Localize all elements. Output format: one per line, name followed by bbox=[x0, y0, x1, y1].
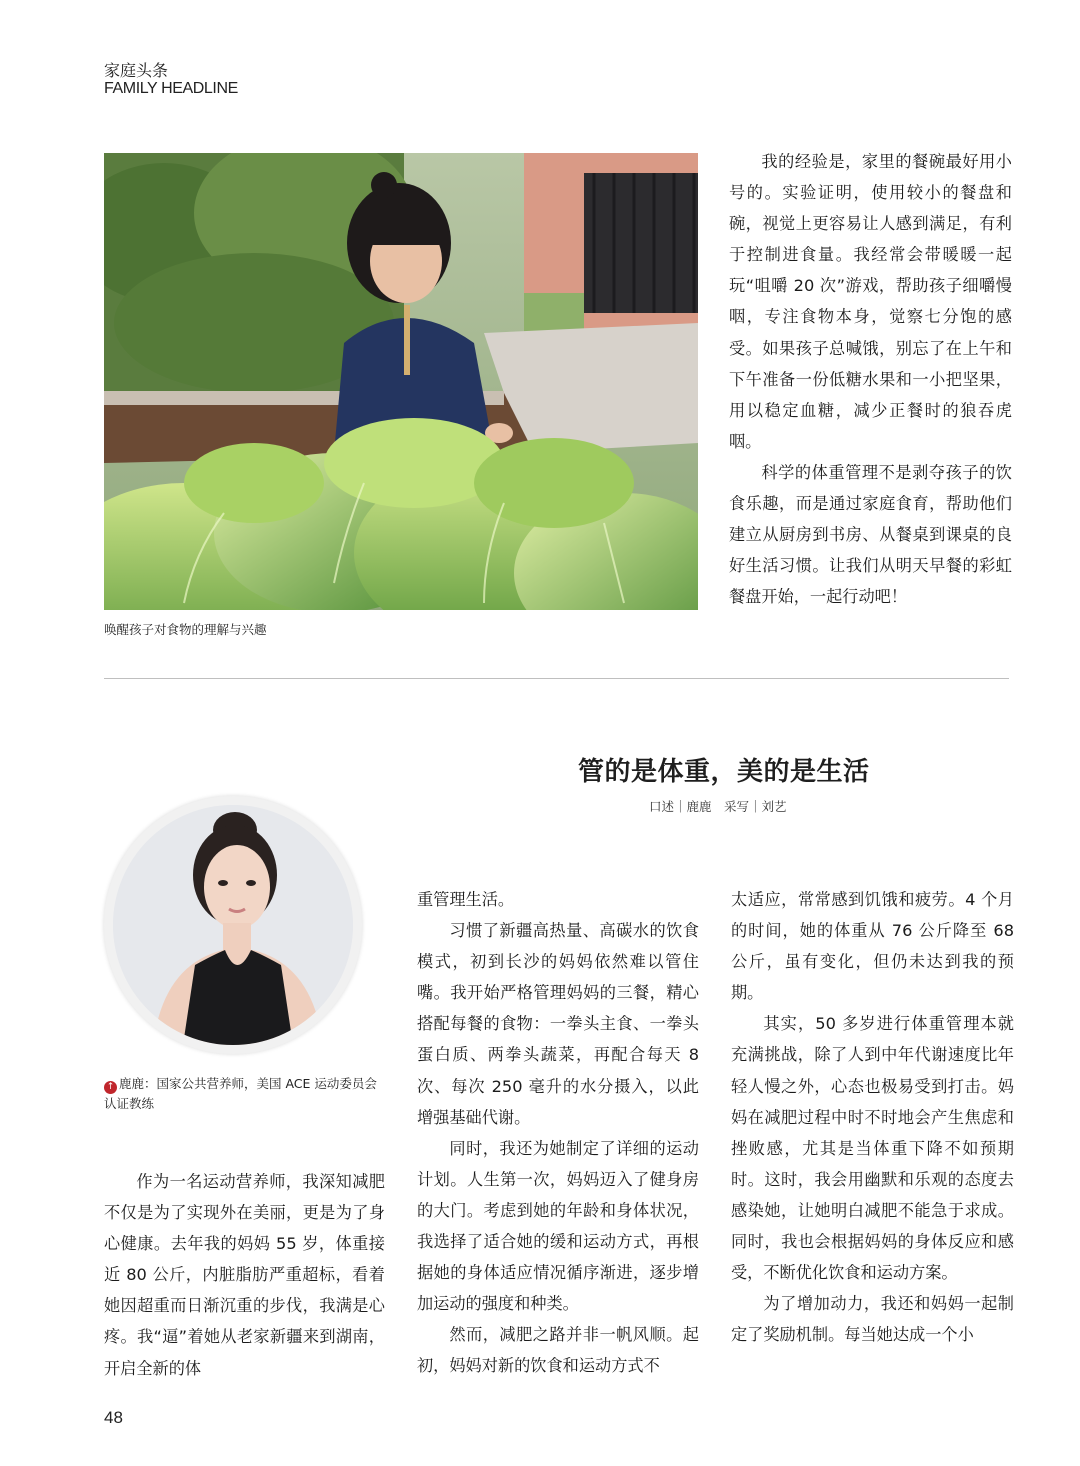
author-portrait bbox=[113, 805, 353, 1045]
paragraph: 同时，我还为她制定了详细的运动计划。人生第一次，妈妈迈入了健身房的大门。考虑到她的年龄和身体状况，我选择了适合她的缓和运动方式，再根据她的身体适应情况循序渐进，逐步增加运动的强度和种类。 bbox=[417, 1138, 699, 1314]
garden-photo-illustration bbox=[104, 153, 698, 610]
section-title-cn: 家庭头条 bbox=[104, 61, 169, 80]
section-title-en: FAMILY HEADLINE bbox=[104, 80, 238, 97]
paragraph-continued: 太适应，常常感到饥饿和疲劳。4 个月的时间，她的体重从 76 公斤降至 68 公斤，虽有变化，但仍未达到我的预期。 bbox=[731, 890, 1014, 1003]
photo-caption: 唤醒孩子对食物的理解与兴趣 bbox=[104, 622, 267, 637]
paragraph: 为了增加动力，我还和妈妈一起制定了奖励机制。每当她达成一个小 bbox=[731, 1294, 1014, 1345]
article-title: 管的是体重，美的是生活 bbox=[578, 757, 870, 787]
paragraph: 作为一名运动营养师，我深知减肥不仅是为了实现外在美丽，更是为了身心健康。去年我的妈妈 55 岁，体重接近 80 公斤，内脏脂肪严重超标，看着她因超重而日渐沉重的步伐，我满是心疼。我“逼”着她从老家新疆来到湖南，开启全新的体 bbox=[104, 1172, 385, 1378]
page-number: 48 bbox=[104, 1408, 123, 1427]
paragraph: 然而，减肥之路并非一帆风顺。起初，妈妈对新的饮食和运动方式不 bbox=[417, 1325, 699, 1376]
paragraph: 科学的体重管理不是剥夺孩子的饮食乐趣，而是通过家庭食育，帮助他们建立从厨房到书房、从餐桌到课桌的良好生活习惯。让我们从明天早餐的彩虹餐盘开始，一起行动吧！ bbox=[729, 462, 1012, 607]
paragraph: 其实，50 多岁进行体重管理本就充满挑战，除了人到中年代谢速度比年轻人慢之外，心态也极易受到打击。妈妈在减肥过程中时不时地会产生焦虑和挫败感，尤其是当体重下降不如预期时。这时，我会用幽默和乐观的态度去感染她，让她明白减肥不能急于求成。同时，我也会根据妈妈的身体反应和感受，不断优化饮食和运动方案。 bbox=[731, 1014, 1014, 1283]
article-column-3 bbox=[731, 884, 1014, 1350]
paragraph-continued: 重管理生活。 bbox=[417, 890, 515, 909]
article-column-1 bbox=[104, 1166, 385, 1384]
section-divider bbox=[104, 678, 1009, 679]
paragraph: 我的经验是，家里的餐碗最好用小号的。实验证明，使用较小的餐盘和碗，视觉上更容易让人感到满足，有利于控制进食量。我经常会带暖暖一起玩“咀嚼 20 次”游戏，帮助孩子细嚼慢咽，专注食物本身，觉察七分饱的感受。如果孩子总喊饿，别忘了在上午和下午准备一份低糖水果和一小把坚果，用以稳定血糖，减少正餐时的狼吞虎咽。 bbox=[729, 152, 1012, 451]
top-right-column bbox=[729, 146, 1012, 612]
author-portrait-illustration bbox=[113, 805, 353, 1045]
arrow-up-icon: ↑ bbox=[104, 1081, 117, 1094]
paragraph: 习惯了新疆高热量、高碳水的饮食模式，初到长沙的妈妈依然难以管住嘴。我开始严格管理妈妈的三餐，精心搭配每餐的食物：一拳头主食、一拳头蛋白质、两拳头蔬菜，再配合每天 8 次、每次 250 毫升的水分摄入，以此增强基础代谢。 bbox=[417, 921, 699, 1127]
author-bio-text: 鹿鹿：国家公共营养师，美国 ACE 运动委员会认证教练 bbox=[104, 1076, 377, 1111]
article-byline: 口述｜鹿鹿 采写｜刘艺 bbox=[649, 799, 787, 814]
article-column-2 bbox=[417, 884, 699, 1382]
author-bio bbox=[104, 1074, 389, 1113]
garden-photo bbox=[104, 153, 698, 610]
